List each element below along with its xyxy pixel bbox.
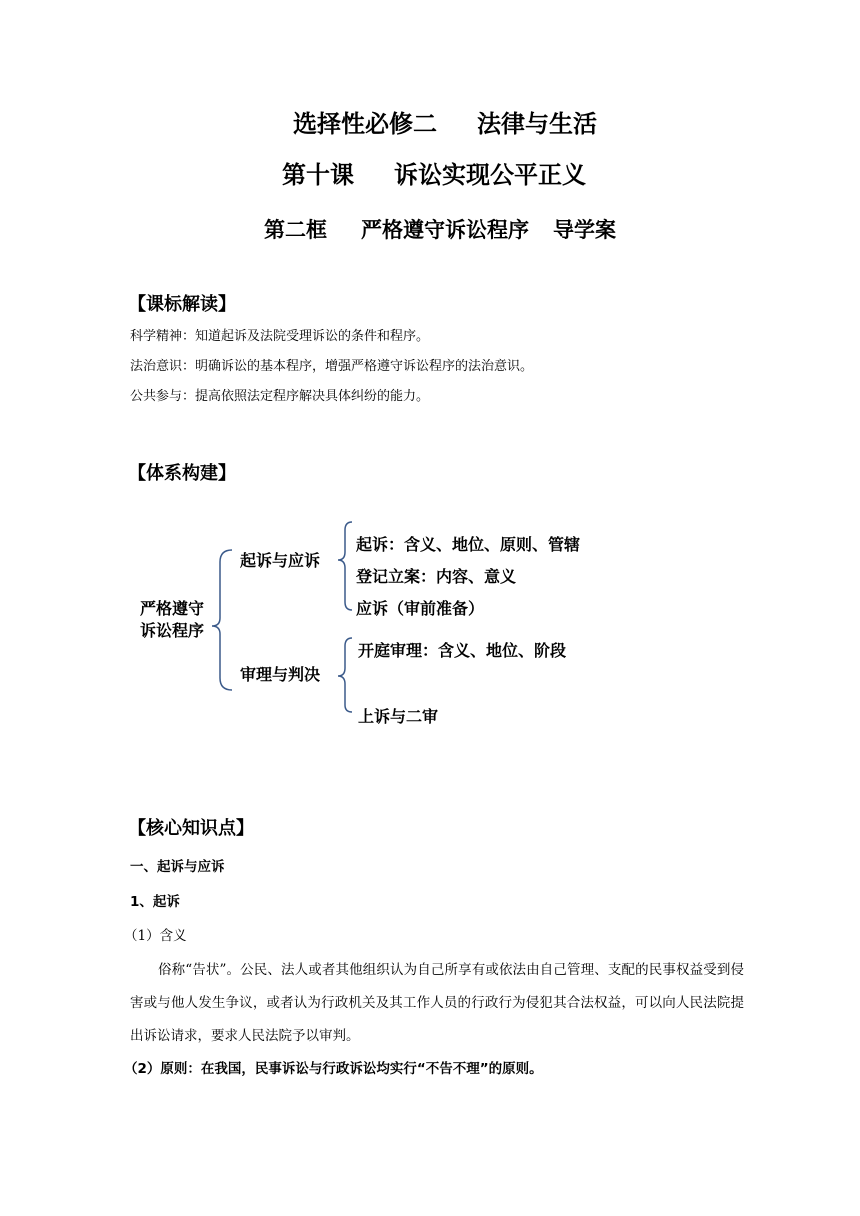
curriculum-item: 法治意识：明确诉讼的基本程序，增强严格遵守诉讼程序的法治意识。 <box>130 359 534 374</box>
item-label: （1）含义 <box>124 928 187 944</box>
leaf-node: 应诉（审前准备） <box>356 599 485 618</box>
leaf-node: 起诉：含义、地位、原则、管辖 <box>356 535 581 554</box>
leaf-node: 登记立案：内容、意义 <box>356 567 517 586</box>
lesson-number: 第十课 <box>282 161 354 189</box>
root-node-line1: 严格遵守 <box>140 599 205 618</box>
leaf-node: 上诉与二审 <box>358 707 439 726</box>
definition-paragraph: 俗称“告状”。公民、法人或者其他组织认为自己所享有或依法由自己管理、支配的民事权益受到侵害或与他人发生争议，或者认为行政机关及其工作人员的行政行为侵犯其合法权益，可以向人民法院提出诉讼请求，要求人民法院予以审判。 <box>130 962 744 1044</box>
root-node-line2: 诉讼程序 <box>140 621 205 640</box>
structure-heading: 【体系构建】 <box>128 463 236 484</box>
core-heading: 【核心知识点】 <box>128 818 254 839</box>
frame-number: 第二框 <box>264 218 327 242</box>
leaf-node: 开庭审理：含义、地位、阶段 <box>358 641 567 660</box>
course-name: 选择性必修二 <box>293 110 437 138</box>
doc-type: 导学案 <box>553 218 616 242</box>
curriculum-heading: 【课标解读】 <box>128 294 236 315</box>
curriculum-item: 公共参与：提高依照法定程序解决具体纠纷的能力。 <box>130 389 430 404</box>
document-title-line1 <box>0 104 860 139</box>
part-heading: 一、起诉与应诉 <box>130 859 225 875</box>
structure-diagram <box>0 510 860 750</box>
course-subtitle: 法律与生活 <box>477 110 597 138</box>
lesson-title: 诉讼实现公平正义 <box>394 161 586 189</box>
frame-title: 严格遵守诉讼程序 <box>361 218 529 242</box>
branch-node-prosecution: 起诉与应诉 <box>240 551 321 570</box>
sub-heading: 1、起诉 <box>130 894 180 910</box>
curriculum-item: 科学精神：知道起诉及法院受理诉讼的条件和程序。 <box>130 329 430 344</box>
document-title-line3 <box>0 214 860 244</box>
document-title-line2 <box>0 155 860 190</box>
principle-line: （2）原则：在我国，民事诉讼与行政诉讼均实行“不告不理”的原则。 <box>124 1061 543 1077</box>
branch-node-trial: 审理与判决 <box>240 665 321 684</box>
